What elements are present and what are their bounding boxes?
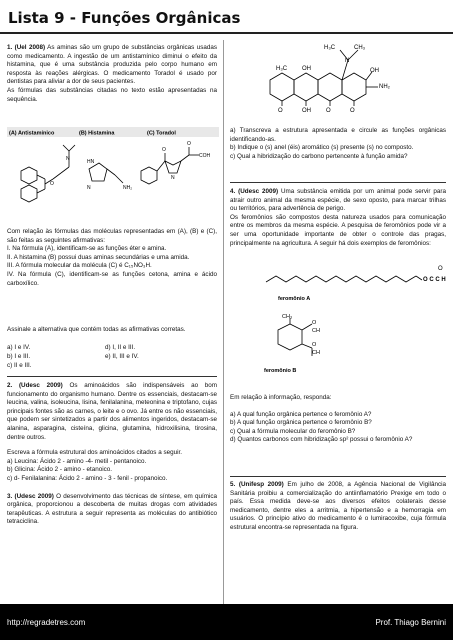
q4-text3: Em relação à informação, responda:	[230, 394, 332, 401]
column-divider	[223, 40, 224, 605]
q3-text1: O desenvolvimento das técnicas de síntese, em química orgânica, proporcionou a descoberta de muitas drogas com atividades terapêuticas. A estrutura a seguir representa as moléculas do antibiótico tetraciclina.	[7, 492, 217, 526]
q2-text2: Escreva a fórmula estrutural dos aminoácidos citados a seguir.	[7, 449, 182, 457]
q5	[230, 481, 446, 533]
tetracycline-nh2: NH₂	[379, 84, 390, 90]
q4	[230, 188, 446, 248]
q1-text3: Com relação às fórmulas das moléculas representadas em (A), (B) e (C), são feitas as seguintes afirmativas:	[7, 228, 217, 244]
tetracycline-oh-2: OH	[370, 68, 379, 74]
q2-text1: Os aminoácidos são indispensáveis ao bom funcionamento do organismo humano. Dentre os essenciais, destacam-se leucina, valina, isoleucina, lisina, fenilalanina, meteonina e triptofano, cujas principais fontes são as carnes, o leite e o ovo. Já entre os não essenciais, que podem ser sintetizados a partir dos alimentos ingeridos, destacam-se alanina, asparagina, cisteína, glicina, glutamina, hidroxilisina, tirosina, dentre outros.	[7, 382, 218, 441]
q1-item-4: IV. Na fórmula (C), identificam-se as funções cetona, amina e ácido carboxílico.	[7, 270, 217, 287]
left-column	[7, 44, 217, 104]
divider-q1-q2	[7, 376, 217, 377]
molecule-b-n: N	[87, 185, 91, 191]
q3-items	[230, 127, 446, 161]
q4-questions	[230, 394, 446, 445]
footer-author: Prof. Thiago Bernini	[375, 618, 446, 627]
molecule-c-o2: O	[187, 141, 191, 147]
title-divider	[0, 32, 453, 34]
q1-label-b: (B) Histamina	[79, 130, 115, 137]
q5-head: 5. (Unifesp 2009)	[230, 481, 284, 488]
divider-q3-q4	[230, 182, 446, 183]
pheromone-b-figure	[262, 312, 382, 376]
q4-head: 4. (Udesc 2009)	[230, 188, 279, 195]
q1-item-1: I. Na fórmula (A), identificam-se as funções éter e amina.	[7, 245, 167, 253]
q4-intro	[230, 188, 446, 214]
pheromone-b-ch: CH	[312, 328, 320, 334]
q1-options	[7, 344, 217, 372]
pheromone-b-o-1: O	[312, 320, 317, 326]
tetracycline-o-3: O	[350, 108, 355, 112]
tetracycline-rings	[270, 50, 378, 106]
pheromone-a-figure	[262, 264, 446, 314]
q1-question	[7, 326, 217, 335]
q3-intro	[7, 493, 217, 527]
q2-item-a: a) Leucina: Ácido 2 - amino -4- metil - pentanoico.	[7, 457, 147, 465]
q4-item-a: a) A qual função orgânica pertence o feromônio A?	[230, 410, 372, 418]
pheromone-a-chain	[266, 276, 416, 282]
pheromone-a-ester: O C C H₃	[423, 277, 446, 283]
q1-text2: As fórmulas das substâncias citadas no texto estão apresentadas na sequência.	[7, 86, 217, 103]
q2	[7, 382, 217, 527]
q4-item-c: c) Qual a fórmula molecular do feromônio B?	[230, 427, 356, 435]
q1-item-3: III. A fórmula molecular da molécula (C) é C₁₅NO₃H.	[7, 262, 152, 270]
page-header	[0, 0, 453, 38]
tetracycline-ch3: CH₃	[354, 45, 366, 51]
pheromone-a-label: feromônio A	[278, 296, 311, 302]
molecule-c-o: O	[162, 147, 166, 153]
q1-figure	[7, 127, 219, 207]
q1-label-c: (C) Toradol	[147, 130, 176, 137]
q3-figure	[262, 40, 432, 112]
q1-text4: Assinale a alternativa que contém todas as afirmativas corretas.	[7, 326, 186, 333]
q1-opt-b: b) I e III.	[7, 353, 31, 360]
tetracycline-svg	[262, 40, 432, 112]
pheromone-a-bond	[416, 276, 422, 280]
q1-head: 1. (Uel 2008)	[7, 44, 46, 51]
q1-label-a: (A) Antistamínico	[9, 130, 55, 137]
divider-q4-q5	[230, 476, 446, 477]
molecule-c	[141, 147, 199, 184]
q1-item-2: II. A histamina (B) possui duas aminas secundárias e uma amida.	[7, 253, 190, 261]
q1-opt-a: a) I e IV.	[7, 344, 31, 351]
molecule-c-cooh: COH	[199, 153, 211, 159]
tetracycline-h3c-oh: H₃C	[276, 66, 288, 72]
q3-item-c: c) Qual a hibridização do carbono pertencente à função amida?	[230, 152, 408, 160]
q5-text1: Em julho de 2008, a Agência Nacional de Vigilância Sanitária proibiu a comercialização do antiinflamatório Prexige em todo o país. Essa medida deve-se aos diversos efeitos colaterais desse medicamento, dentre eles a arritmia, a hipertensão e a hemorragia em usuários. O princípio ativo do medicamento é o lumiracoxibe, cuja fórmula estrutural encontra-se representada na figura.	[230, 481, 446, 531]
pheromone-b-ch3: CH₃	[282, 314, 293, 320]
tetracycline-h3c: H₃C	[324, 45, 336, 51]
pheromone-a-svg	[262, 264, 446, 314]
pheromone-b-svg	[262, 312, 382, 376]
q1-opt-d: d) I, II e III.	[105, 344, 136, 351]
pheromone-b-o-2: O	[312, 342, 317, 348]
tetracycline-n: N	[345, 58, 350, 64]
q1-body	[7, 228, 217, 288]
molecule-b	[89, 163, 123, 183]
q1-molecules-svg	[7, 127, 219, 207]
q2-intro	[7, 382, 217, 442]
tetracycline-oh-3: OH	[302, 108, 311, 112]
q4-text1: Uma substância emitida por um animal pode servir para atrair outro animal da mesma espécie, de sexo oposto, para marcar trilhas ou territórios, para advertência de perigo.	[230, 188, 446, 213]
molecule-a	[21, 145, 75, 202]
pheromone-b-ch-2: CH	[312, 350, 320, 356]
q3-item-b: b) Indique o (s) anel (éis) aromático (s) presente (s) no composto.	[230, 144, 414, 152]
q3-item-a: a) Transcreva a estrutura apresentada e circule as funções orgânicas identificando-as.	[230, 127, 446, 143]
molecule-c-n: N	[171, 175, 175, 181]
tetracycline-o-2: O	[326, 108, 331, 112]
q1-intro	[7, 44, 217, 87]
pheromone-b-label: feromônio B	[264, 368, 297, 374]
q1-text1: As aminas são um grupo de substâncias orgânicas usadas como medicamento. A ingestão de um antistamínico diminui o efeito da histamina, que é uma substância produzida pelo corpo humano em resposta às reações alérgicas. O medicamento Toradol é usado por dentistas para aliviar a dor de seus pacientes.	[7, 44, 218, 86]
pheromone-a-o: O	[438, 266, 443, 272]
tetracycline-o-1: O	[278, 108, 283, 112]
q2-item-b: b) Glicina: Ácido 2 - amino - etanoico.	[7, 466, 112, 474]
q5-intro	[230, 481, 446, 533]
q4-text2: Os feromônios são compostos desta natureza usados para comunicação entre os membros da mesma espécie. A pesquisa de feromônios pode vir a ser uma oportunidade importante de obter o controle das pragas, principalmente na agricultura. A seguir há dois exemplos de feromônios:	[230, 213, 446, 247]
molecule-b-nh2: NH₂	[123, 185, 133, 191]
footer-website-link[interactable]: http://regradetres.com	[7, 618, 86, 627]
q2-item-c: c) d- Fenilalanina: Ácido 2 - amino - 3 - fenil - propanoico.	[7, 474, 168, 482]
molecule-a-n: N	[66, 156, 70, 162]
molecule-b-hn: HN	[87, 159, 95, 165]
q1-opt-c: c) II e III.	[7, 362, 32, 369]
page-title: Lista 9 - Funções Orgânicas	[8, 9, 241, 27]
pheromone-b-ring	[278, 318, 312, 356]
q3-head: 3. (Udesc 2009)	[7, 492, 54, 500]
tetracycline-oh-1: OH	[302, 66, 311, 72]
q1-opt-e: e) II, III e IV.	[105, 353, 139, 360]
q4-item-b: b) A qual função orgânica pertence o feromônio B?	[230, 419, 372, 427]
q4-item-d: d) Quantos carbonos com hibridização sp² possui o feromônio A?	[230, 436, 413, 444]
q2-head: 2. (Udesc 2009)	[7, 382, 63, 389]
molecule-a-o: O	[50, 181, 54, 187]
page-footer	[0, 604, 453, 640]
